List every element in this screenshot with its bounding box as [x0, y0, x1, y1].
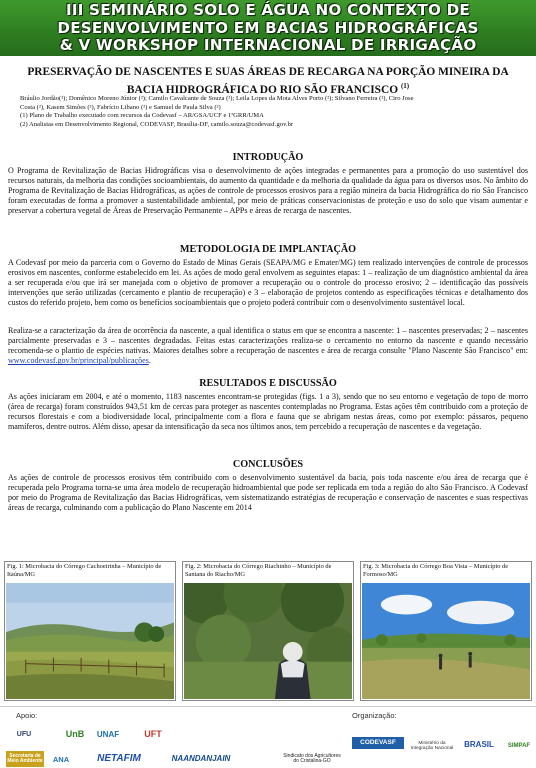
figure-3-caption: Fig. 3: Microbacia do Córrego Boa Vista – Município de Formoso/MG: [361, 562, 531, 582]
figure-2-caption: Fig. 2: Microbacia do Córrego Riachinho – Município de Santana do Riacho/MG: [183, 562, 353, 582]
method-paragraph-2-text: Realiza-se a caracterização da área de ocorrência da nascente, a qual identifica o status em que se encontra a nascente: 1 – nascentes preservadas; 2 – nascentes parcialmente preservadas e 3 – nascentes degradadas. Feitas estas caracterizações realiza-se o cercamento no entorno da nascente e quando necessário recomenda-se o plantio de espécies nativas. Maiores detalhes sobre a recuperação de nascentes e área de recarga consulte "Plano Nascente São Francisco" em:: [8, 326, 528, 356]
conclusion-heading: CONCLUSÕES: [232, 459, 304, 470]
results-heading: RESULTADOS E DISCUSSÃO: [199, 378, 337, 389]
banner-line-2: DESENVOLVIMENTO EM BACIAS HIDROGRÁFICAS: [57, 18, 479, 37]
netafim-logo: NETAFIM: [97, 753, 141, 765]
figure-3: [360, 561, 532, 701]
authors-line-1: Bráulio Jordão(²); Domênico Moreno Júnior (²); Camilo Cavalcante de Souza (²); Leila Lopes da Mota Alves Porto (²); Silvano Ferreira (²), Ciro Jose: [20, 95, 414, 102]
figure-2: [182, 561, 354, 701]
ufu-logo: UFU: [16, 731, 32, 739]
results-paragraph: As ações iniciaram em 2004, e até o momento, 1183 nascentes encontram-se protegidas (figs. 1 a 3), sendo que no seu entorno e vegetação de topo de morro (área de recarga) foram construídos 943,51 km de cercas para proteger as nascentes contempladas no Programa. Estas ações têm contribuido com a proteção de recursos florestais e com a biodiversidade local, principalmente com a flora e fauna que se abrigam nestas áreas, como por exemplo: pássaros, pequeno mamíferos, dentre outros. Além disso, apesar da intensificação da seca nos últimos anos, tem percebido a recuperação de nascentes e da vegetação.: [8, 392, 528, 432]
title-footnote-mark: (1): [400, 81, 410, 90]
naandanjain-logo: NAANDANJAIN: [171, 754, 231, 764]
banner-line-3: & V WORKSHOP INTERNACIONAL DE IRRIGAÇÃO: [59, 36, 477, 54]
figure-2-photo: [184, 583, 352, 699]
authors-line-2: Costa (²), Kasem Simões (²), Fabrício Libano (²) e Samuel de Paula Silva (²): [20, 103, 221, 111]
support-label: Apoio:: [16, 711, 38, 720]
ana-logo: ANA: [52, 755, 70, 765]
method-paragraph-2-end: .: [148, 356, 151, 366]
banner-line-1: III SEMINÁRIO SOLO E ÁGUA NO CONTEXTO DE: [66, 1, 470, 19]
figure-3-photo: [362, 583, 530, 699]
figure-1-caption: Fig. 1: Microbacia do Córrego Cachoeirinha – Município de Itaúna/MG: [5, 562, 175, 582]
ministerio-logo: Ministério da Integração Nacional: [410, 740, 454, 751]
author-block: [20, 95, 520, 129]
uft-logo: UFT: [144, 729, 162, 740]
figure-1-photo: [6, 583, 174, 699]
secretaria-logo: Secretaria de Meio Ambiente: [6, 751, 44, 767]
conclusion-paragraph: As ações de controle de processos erosivos têm contribuido com o desenvolvimento sustentável da bacia, pois toda nascente e/ou área de recarga que é recuperada pelo Programa torna-se uma área modelo de recuperação hidroambiental que pode ser replicada em toda a região do alto São Francisco. A Codevasf por meio do Programa de Revitalização das Bacias Hidrográficas, vem sistematizando estratégias de recuperação e conservação de nascentes e suas respectivas áreas de recarga, culminando com a publicação do Plano Nascente em 2014: [8, 473, 528, 513]
paper-title: [10, 66, 526, 97]
method-heading: METODOLOGIA DE IMPLANTAÇÃO: [179, 244, 357, 255]
footnote-2: (2) Analistas em Desenvolvimento Regional, CODEVASF, Brasília-DF, camilo.souza@codevasf.gov.br: [20, 120, 294, 128]
unaf-logo: UNAF: [96, 730, 120, 740]
organization-label: Organização:: [352, 711, 397, 720]
unb-logo: UnB: [65, 729, 85, 740]
publications-link[interactable]: www.codevasf.gov.br/principal/publicações: [8, 356, 149, 366]
figure-1: [4, 561, 176, 701]
footnote-1: (1) Plano de Trabalho executado com recursos da Codevasf – AR/GSA/UCF e 1ªGRR/UMA: [20, 112, 264, 120]
codevasf-logo: CODEVASF: [352, 737, 404, 749]
method-paragraph-1: A Codevasf por meio da parceria com o Governo do Estado de Minas Gerais (SEAPA/MG e Emater/MG) tem realizado intervenções de controle de processos erosivos em nascentes, conforme estabelecido em lei. As ações de modo geral envolvem as seguintes etapas: 1 – realização de um diagnóstico ambiental da área a ser recuperada e/ou que irá ser manejada com o objetivo de promover a recuperação ou o controle do processo erosivo; 2 – identificação das possíveis intervenções que serão utilizadas (cercamento e plantio de recuperação) e 3 – elaboração de projetos contendo as especificações técnicas e detalhamento dos custos do referido projeto, bem como os benefícios socioambientais que o projeto poderá contribuir com o desenvolvimento sustentável local.: [8, 258, 528, 308]
intro-heading: INTRODUÇÃO: [232, 152, 304, 163]
sponsor-footer: [0, 706, 536, 768]
simpaf-logo: SIMPAF: [507, 743, 531, 750]
title-line-2-text: BACIA HIDROGRÁFICA DO RIO SÃO FRANCISCO: [126, 83, 399, 96]
method-paragraph-2: [8, 326, 528, 366]
brasil-logo: BRASIL: [464, 740, 494, 750]
title-line-1: PRESERVAÇÃO DE NASCENTES E SUAS ÁREAS DE RECARGA NA PORÇÃO MINEIRA DA: [27, 66, 509, 78]
conference-banner: [0, 0, 536, 56]
sindicato-logo: Sindicato dos Agricultores do Cristalina-GO: [283, 752, 341, 764]
intro-paragraph: O Programa de Revitalização de Bacias Hidrográficas visa o desenvolvimento de ações integradas e permanentes para a promoção do uso sustentável dos recursos naturais, da melhoria das condições socioambientais, do aumento da quantidade e da melhoria da qualidade da água para os diversos usos. No âmbito do Programa de Revitalização de Bacias Hidrográficas, as ações de controle de processos erosivos para a região mineira da bacia Hidrográfica do rio São Francisco foram executadas de forma a promover a sustentabilidade ambiental, por meio de práticas conservacionistas de proteção e uso do solo que visam aumentar e preservar a cobertura vegetal de Áreas de Preservação Permanente – APPs e áreas de recarga de nascentes.: [8, 166, 528, 216]
